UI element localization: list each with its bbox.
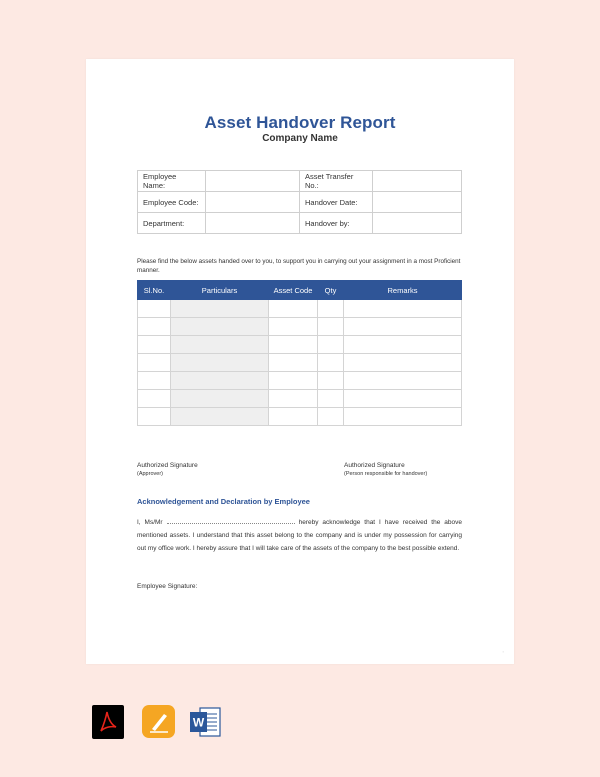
table-cell[interactable] — [171, 372, 269, 390]
table-header-row — [138, 281, 462, 300]
table-cell[interactable] — [269, 372, 318, 390]
employee-signature-label: Employee Signature: — [137, 583, 198, 590]
info-label: Asset Transfer No.: — [300, 171, 373, 192]
svg-text:W: W — [192, 715, 205, 730]
table-cell[interactable] — [344, 408, 462, 426]
table-row — [138, 171, 462, 192]
asset-table — [137, 280, 462, 426]
table-cell[interactable] — [138, 336, 171, 354]
pdf-icon[interactable] — [92, 705, 124, 739]
table-cell[interactable] — [344, 318, 462, 336]
table-cell[interactable] — [138, 300, 171, 318]
ack-body: hereby acknowledge that I have received the above mentioned assets. I understand that this asset belong to the company and is under my possession for carrying out my office work. I hereby assure that I will take care of the assets of the company to the best possible extend. — [137, 519, 462, 552]
acknowledgement-text — [137, 517, 462, 555]
table-row — [138, 336, 462, 354]
table-cell[interactable] — [138, 318, 171, 336]
table-cell[interactable] — [318, 318, 344, 336]
column-header: Particulars — [171, 281, 269, 300]
column-header: Remarks — [344, 281, 462, 300]
table-cell[interactable] — [318, 408, 344, 426]
table-cell[interactable] — [269, 390, 318, 408]
table-cell[interactable] — [269, 336, 318, 354]
table-cell[interactable] — [138, 354, 171, 372]
table-row — [138, 300, 462, 318]
table-row — [138, 354, 462, 372]
table-cell[interactable] — [318, 372, 344, 390]
report-title: Asset Handover Report — [204, 113, 396, 132]
table-cell[interactable] — [138, 372, 171, 390]
info-label: Employee Name: — [138, 171, 206, 192]
info-label: Handover by: — [300, 213, 373, 234]
info-value[interactable] — [206, 192, 300, 213]
watermark: ▪ — [502, 649, 504, 654]
table-cell[interactable] — [318, 354, 344, 372]
company-name: Company Name — [262, 133, 338, 144]
info-label: Handover Date: — [300, 192, 373, 213]
info-value[interactable] — [373, 192, 462, 213]
info-label: Department: — [138, 213, 206, 234]
table-cell[interactable] — [344, 354, 462, 372]
table-cell[interactable] — [269, 300, 318, 318]
table-cell[interactable] — [344, 336, 462, 354]
table-cell[interactable] — [344, 300, 462, 318]
approver-signature — [137, 461, 198, 479]
table-cell[interactable] — [171, 336, 269, 354]
table-cell[interactable] — [171, 408, 269, 426]
document-page — [86, 59, 514, 664]
handover-signature — [344, 461, 427, 479]
column-header: Qty — [318, 281, 344, 300]
table-cell[interactable] — [269, 318, 318, 336]
table-row — [138, 192, 462, 213]
table-cell[interactable] — [318, 300, 344, 318]
table-cell[interactable] — [138, 390, 171, 408]
info-label: Employee Code: — [138, 192, 206, 213]
signature-title: Authorized Signature — [344, 462, 405, 469]
table-cell[interactable] — [171, 354, 269, 372]
table-cell[interactable] — [344, 390, 462, 408]
signature-subtitle: (Approver) — [137, 471, 163, 477]
info-value[interactable] — [373, 171, 462, 192]
pages-icon[interactable] — [142, 705, 175, 738]
column-header: Asset Code — [269, 281, 318, 300]
word-icon[interactable] — [190, 705, 222, 739]
signature-title: Authorized Signature — [137, 462, 198, 469]
info-value[interactable] — [373, 213, 462, 234]
info-value[interactable] — [206, 171, 300, 192]
table-cell[interactable] — [344, 372, 462, 390]
ack-prefix: I, Ms/Mr — [137, 519, 163, 526]
intro-text: Please find the below assets handed over to you, to support you in carrying out your assignment in a most Proficient manner. — [137, 258, 461, 274]
table-cell[interactable] — [318, 390, 344, 408]
name-blank-line[interactable] — [167, 517, 295, 524]
acknowledgement-title: Acknowledgement and Declaration by Employee — [137, 497, 310, 506]
employee-info-table — [137, 170, 462, 234]
table-row — [138, 213, 462, 234]
table-cell[interactable] — [171, 300, 269, 318]
column-header: Sl.No. — [138, 281, 171, 300]
table-cell[interactable] — [269, 408, 318, 426]
table-cell[interactable] — [171, 318, 269, 336]
table-cell[interactable] — [269, 354, 318, 372]
table-row — [138, 408, 462, 426]
table-row — [138, 390, 462, 408]
table-cell[interactable] — [138, 408, 171, 426]
signature-subtitle: (Person responsible for handover) — [344, 471, 428, 477]
info-value[interactable] — [206, 213, 300, 234]
table-row — [138, 318, 462, 336]
table-cell[interactable] — [171, 390, 269, 408]
table-row — [138, 372, 462, 390]
table-cell[interactable] — [318, 336, 344, 354]
